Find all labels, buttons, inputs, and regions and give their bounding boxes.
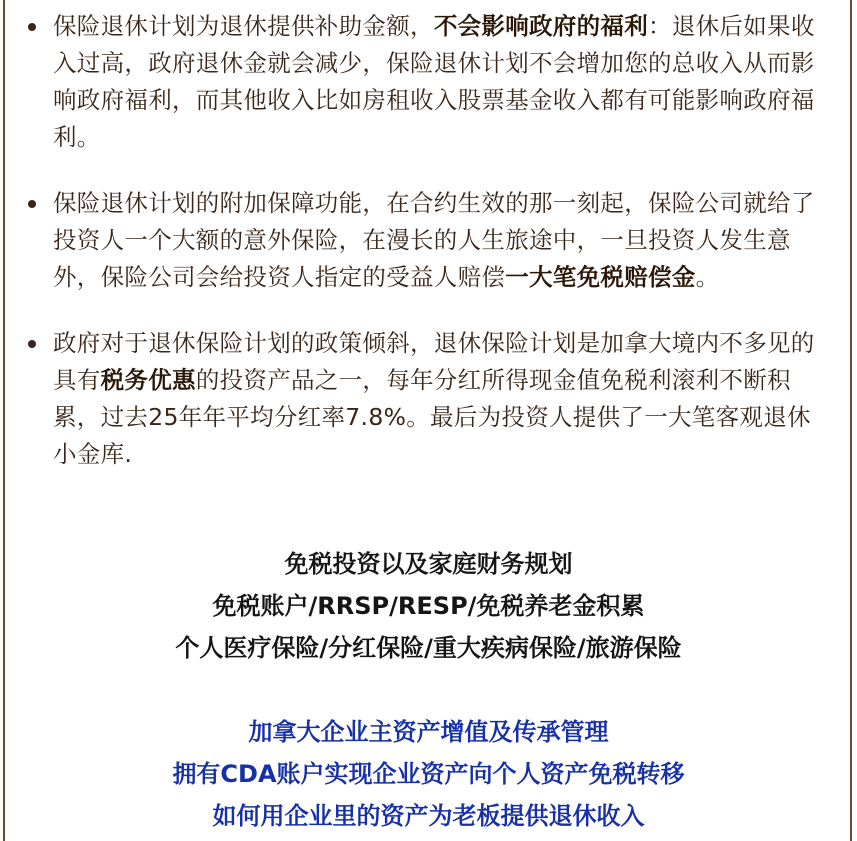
- bullet-dot-icon: [28, 23, 36, 31]
- article-link[interactable]: 拥有CDA账户实现企业资产向个人资产免税转移: [172, 760, 685, 788]
- bullet-text: 。: [695, 263, 720, 291]
- benefits-list: [22, 8, 822, 502]
- bullet-emphasis: 一大笔免税赔偿金: [505, 263, 696, 291]
- service-line: 免税账户/RRSP/RESP/免税养老金积累: [212, 592, 645, 620]
- bullet-text: 政府对于退休保险计划的政策倾斜，退休保险计划是加拿大境内不多见的具有: [53, 329, 815, 394]
- article-links: [0, 711, 857, 837]
- bullet-item-tax-policy: [22, 325, 822, 473]
- bullet-text: ：退休后如果收入过高，政府退休金就会减少，保险退休计划不会增加您的总收入从而影响政府福利，而其他收入比如房租收入股票基金收入都有可能影响政府福利。: [53, 12, 815, 151]
- bullet-item-government-benefits: [22, 8, 822, 156]
- bullet-dot-icon: [28, 200, 36, 208]
- bullet-emphasis: 不会影响政府的福利: [433, 12, 649, 40]
- article-link[interactable]: 如何用企业里的资产为老板提供退休收入: [212, 802, 645, 830]
- services-list: [0, 543, 857, 669]
- bullet-item-protection: [22, 185, 822, 296]
- service-line: 免税投资以及家庭财务规划: [284, 550, 573, 578]
- bullet-dot-icon: [28, 340, 36, 348]
- bullet-text: 保险退休计划为退休提供补助金额，: [53, 12, 434, 40]
- service-line: 个人医疗保险/分红保险/重大疾病保险/旅游保险: [175, 634, 682, 662]
- bullet-text: 的投资产品之一，每年分红所得现金值免税利滚利不断积累，过去25年年平均分红率7.8%。最后为投资人提供了一大笔客观退休小金库.: [53, 366, 811, 468]
- article-link[interactable]: 加拿大企业主资产增值及传承管理: [248, 718, 609, 746]
- bullet-emphasis: 税务优惠: [100, 366, 196, 394]
- bullet-text: 保险退休计划的附加保障功能，在合约生效的那一刻起，保险公司就给了投资人一个大额的意外保险，在漫长的人生旅途中，一旦投资人发生意外，保险公司会给投资人指定的受益人赔偿: [53, 189, 815, 291]
